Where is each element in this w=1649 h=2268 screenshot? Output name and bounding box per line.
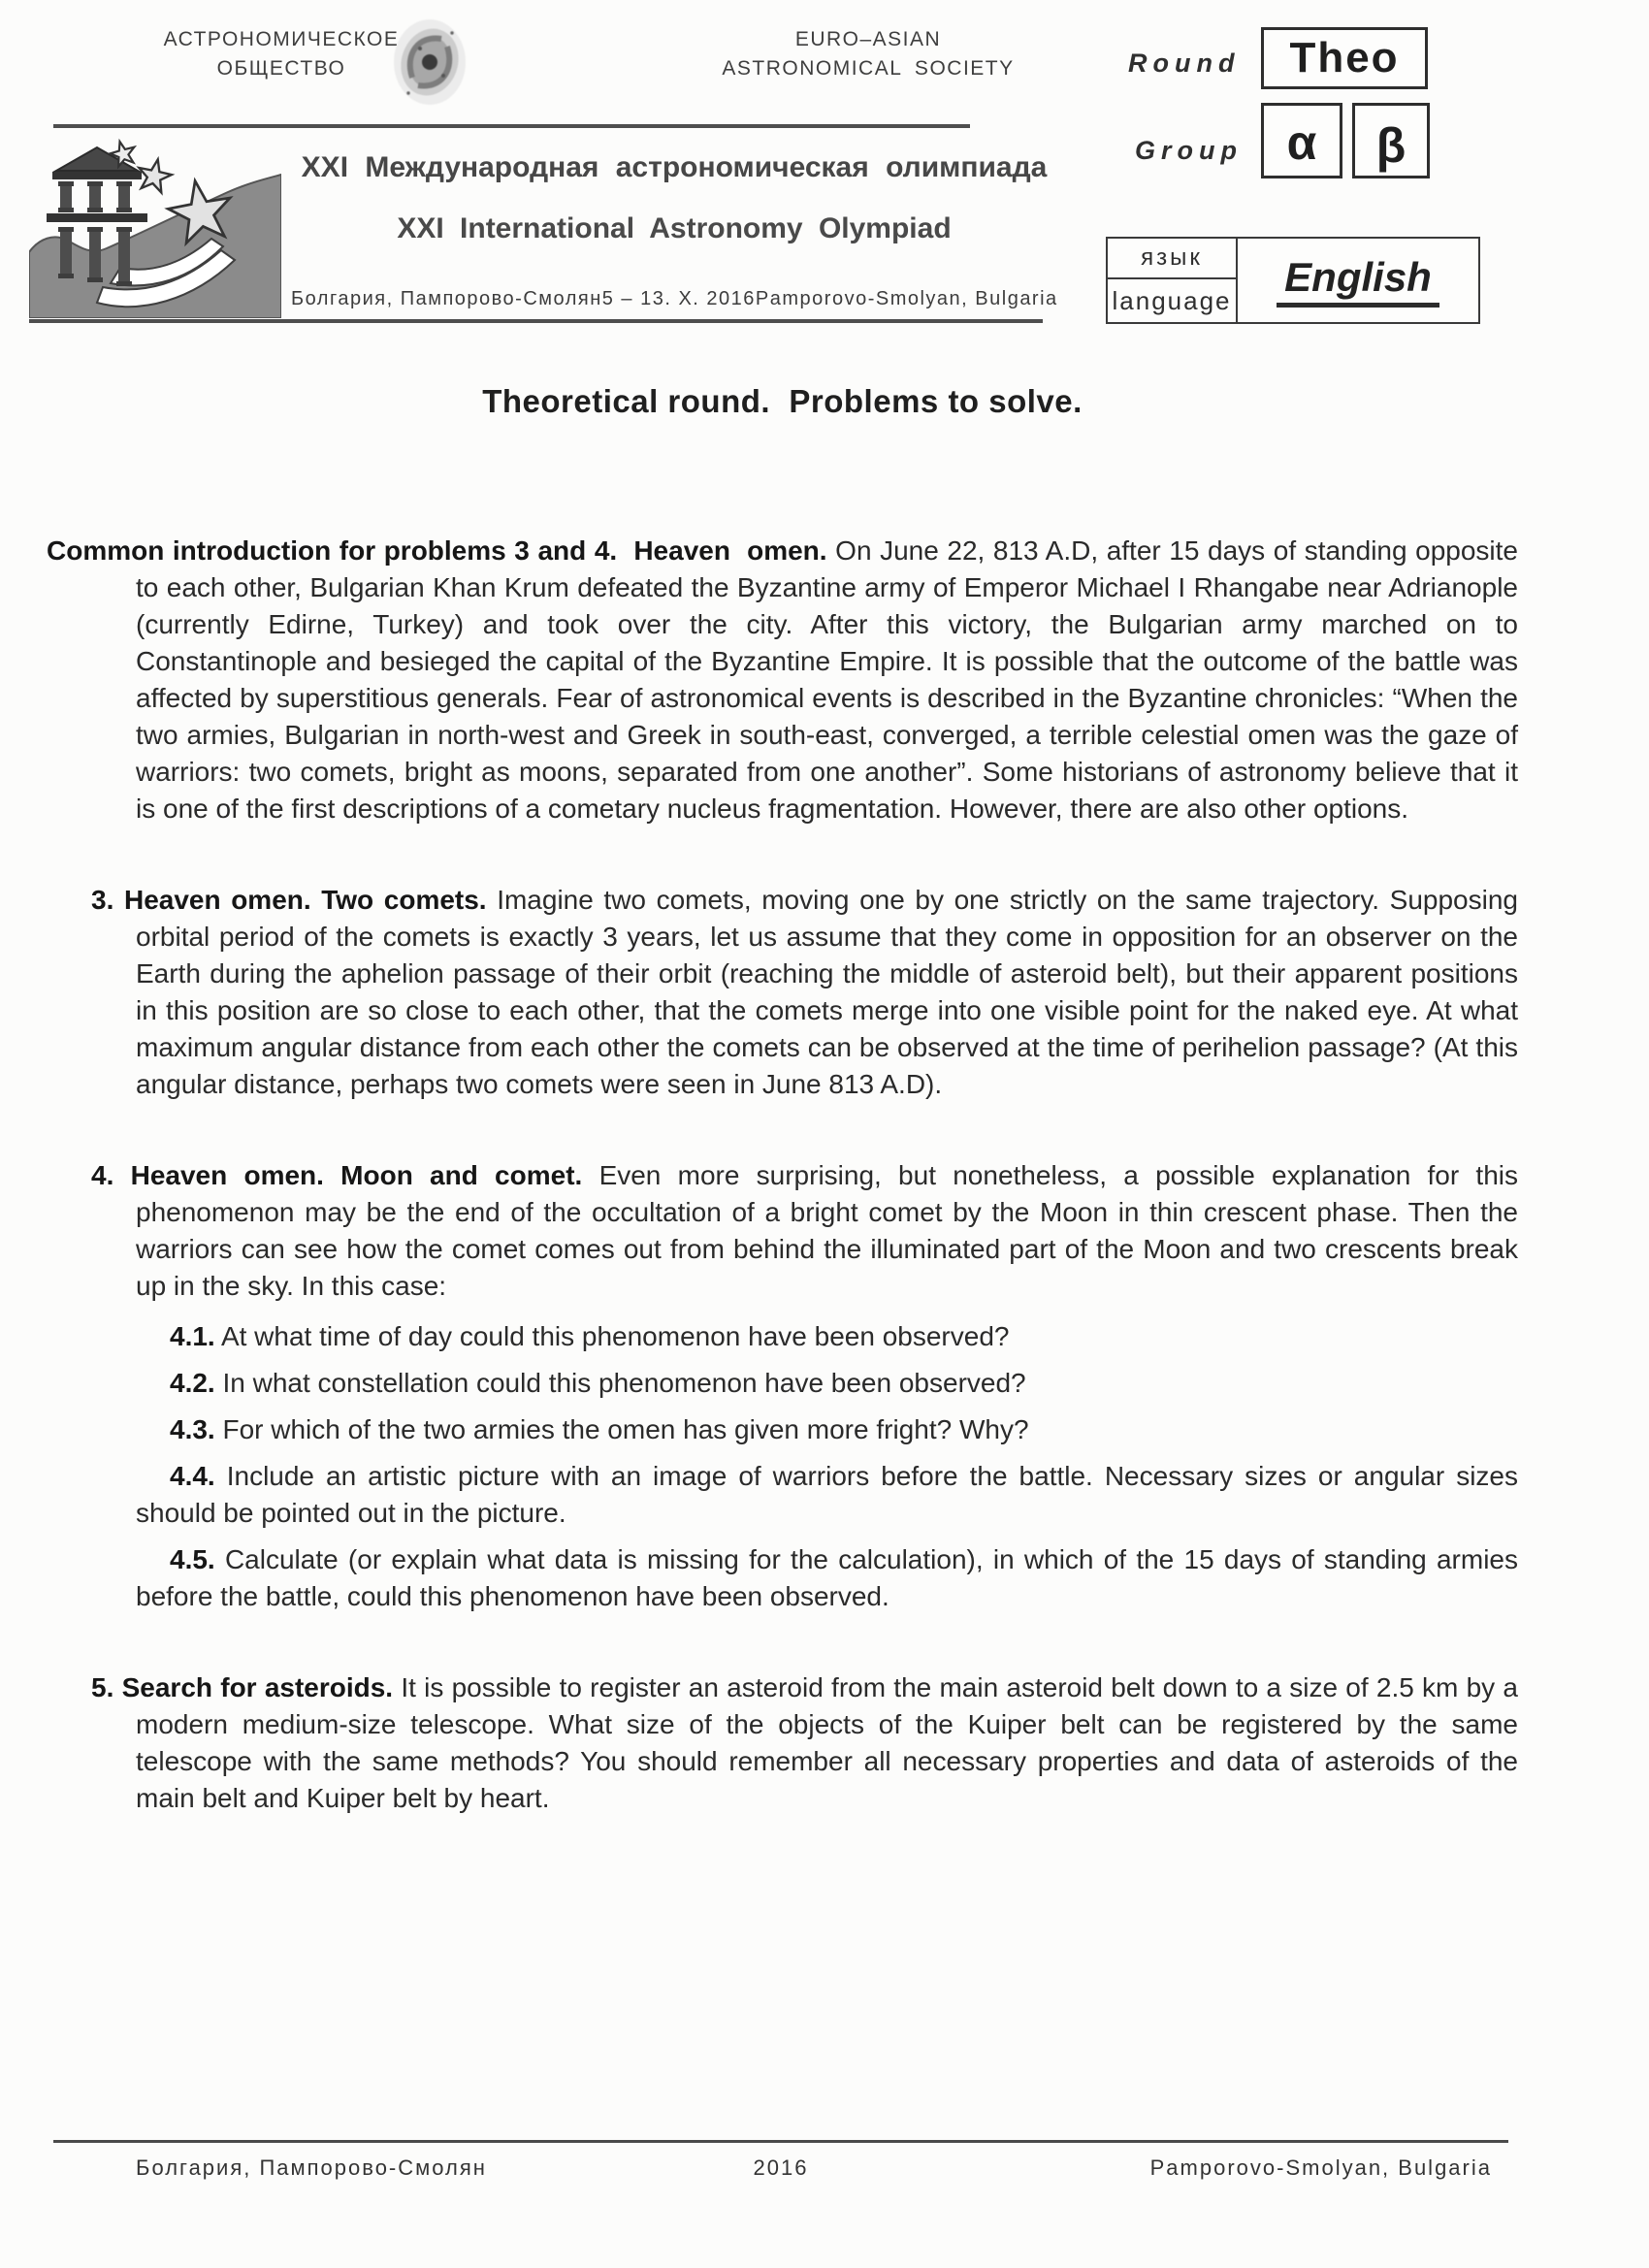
problem-4-1 (47, 1318, 1518, 1355)
problem-4-text: Even more surprising, but nonetheless, a possible explanation for this phenomenon may be the end of the occultation of a bright comet by the Moon in thin crescent phase. Then the warriors can see how the comet comes out from behind the illuminated part of the Moon and two crescents break up in the sky. In this case: (136, 1160, 1518, 1301)
problem-4-4-number: 4.4. (170, 1461, 215, 1491)
problem-5-text: It is possible to register an asteroid from the main asteroid belt down to a size of 2.5 km by a modern medium-size telescope. What size of the objects of the Kuiper belt can be registered by the same telescope with the same methods? You should remember all necessary properties and data of asteroids of the main belt and Kuiper belt by heart. (136, 1672, 1518, 1813)
society-name-en (679, 25, 1057, 83)
header-divider-bottom (29, 319, 1043, 323)
footer-place-en: Pamporovo-Smolyan, Bulgaria (1149, 2155, 1492, 2180)
society-ru-line2: ОБЩЕСТВО (216, 57, 346, 80)
group-beta-box (1352, 103, 1430, 178)
footer-divider (53, 2140, 1508, 2143)
problem-4-2-text: In what constellation could this phenomenon have been observed? (222, 1368, 1026, 1398)
group-label: Group (1135, 136, 1243, 165)
language-value-cell (1238, 239, 1478, 322)
problem-4-3-text: For which of the two armies the omen has given more fright? Why? (222, 1414, 1029, 1444)
problem-5-number: 5. (91, 1672, 114, 1702)
olympiad-title-ru: XXI Международная астрономическая олимпиада (301, 151, 1048, 183)
language-box (1106, 237, 1480, 324)
language-label-en: language (1112, 286, 1232, 315)
problem-3-text: Imagine two comets, moving one by one strictly on the same trajectory. Supposing orbital period of the comets is exactly 3 years, let us assume that they come in opposition for an observer on the Earth during the aphelion passage of their orbit (reaching the middle of asteroid belt), but their apparent positions in this position are so close to each other, that the comets merge into one visible point for the naked eye. At what maximum angular distance from each other the comets can be observed at the time of perihelion passage? (At this angular distance, perhaps two comets were seen in June 813 A.D). (136, 885, 1518, 1099)
intro-lead: Common introduction for problems 3 and 4. Heaven omen. (47, 535, 827, 566)
olympiad-logo (29, 138, 281, 318)
round-value-box (1261, 27, 1428, 89)
society-en-line2: ASTRONOMICAL SOCIETY (722, 57, 1015, 80)
round-value: Theo (1289, 34, 1400, 81)
group-alpha-box (1261, 103, 1342, 178)
language-labels (1108, 239, 1238, 322)
intro-text: On June 22, 813 A.D, after 15 days of standing opposite to each other, Bulgarian Khan Krum defeated the Byzantine army of Emperor Michael I Rhangabe near Adrianople (currently Edirne, Turkey) and took over the city. After this victory, the Bulgarian army marched on to Constantinople and besieged the capital of the Byzantine Empire. It is possible that the outcome of the battle was affected by superstitious generals. Fear of astronomical events is described in the Byzantine chronicles: “When the two armies, Bulgarian in north-west and Greek in south-east, converged, a terrible celestial omen was the gaze of warriors: two comets, bright as moons, separated from one another”. Some historians of astronomy believe that it is one of the first descriptions of a cometary nucleus fragmentation. However, there are also other options. (136, 535, 1519, 824)
problem-4-4 (47, 1458, 1518, 1532)
event-date-range: 5 – 13. X. 2016 (601, 288, 756, 309)
problem-3-title: Heaven omen. Two comets. (123, 885, 487, 915)
common-introduction (47, 533, 1518, 827)
spiral-galaxy-icon (391, 16, 469, 109)
problem-4-3-number: 4.3. (170, 1414, 215, 1444)
problem-4-3 (47, 1411, 1518, 1448)
problem-5 (47, 1669, 1518, 1817)
header-divider-top (53, 124, 970, 128)
problem-4-1-number: 4.1. (170, 1321, 215, 1351)
problem-4-number: 4. (91, 1160, 114, 1190)
problem-4-title: Heaven omen. Moon and comet. (130, 1160, 583, 1190)
language-value: English (1277, 254, 1439, 308)
problem-4-4-text: Include an artistic picture with an image of warriors before the battle. Necessary sizes or angular sizes should be pointed out in the picture. (136, 1461, 1518, 1528)
olympiad-title-en: XXI International Astronomy Olympiad (397, 212, 952, 244)
problem-3-number: 3. (91, 885, 114, 915)
group-beta-value: β (1375, 118, 1406, 173)
event-place-ru: Болгария, Пампорово-Смолян (291, 288, 602, 309)
event-place-en: Pamporovo-Smolyan, Bulgaria (755, 288, 1058, 309)
problem-4-5-number: 4.5. (170, 1544, 215, 1574)
language-label-ru: язык (1108, 239, 1236, 279)
problem-4-5 (47, 1541, 1518, 1615)
problem-4-5-text: Calculate (or explain what data is missing for the calculation), in which of the 15 days of standing armies before the battle, could this phenomenon have been observed. (136, 1544, 1519, 1611)
document-body (47, 383, 1518, 1871)
page-header (0, 0, 1649, 325)
group-alpha-value: α (1286, 115, 1317, 170)
problem-4-1-text: At what time of day could this phenomenon have been observed? (220, 1321, 1010, 1351)
footer-year: 2016 (753, 2155, 809, 2180)
galaxy-image (391, 16, 469, 109)
page-title: Theoretical round. Problems to solve. (482, 383, 1083, 419)
society-en-line1: EURO–ASIAN (794, 28, 942, 50)
footer-place-ru: Болгария, Пампорово-Смолян (136, 2155, 487, 2180)
problem-4 (47, 1157, 1518, 1305)
society-ru-line1: АСТРОНОМИЧЕСКОЕ (163, 28, 400, 50)
round-label: Round (1128, 49, 1241, 78)
event-dates-row (291, 288, 1058, 310)
temple-stars-icon (29, 138, 281, 318)
problem-4-2 (47, 1365, 1518, 1402)
problem-5-title: Search for asteroids. (121, 1672, 394, 1702)
problem-4-2-number: 4.2. (170, 1368, 215, 1398)
problem-3 (47, 882, 1518, 1103)
